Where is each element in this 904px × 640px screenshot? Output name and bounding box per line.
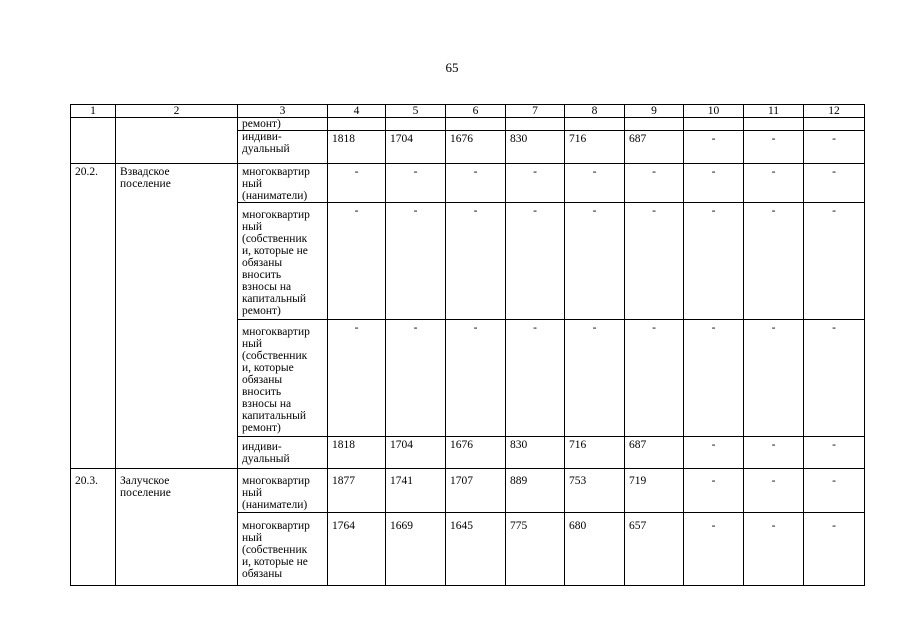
value-cell: 1645 (446, 513, 506, 586)
value-cell: 1818 (328, 437, 386, 469)
value-cell: - (804, 131, 865, 164)
value-cell: 753 (565, 469, 625, 513)
settlement-cell: Взвадское поселение (116, 164, 238, 469)
value-cell: - (565, 203, 625, 320)
value-cell: 1676 (446, 131, 506, 164)
value-cell: - (506, 164, 565, 203)
value-cell: - (684, 203, 744, 320)
header-cell: 1 (71, 105, 116, 118)
value-cell: - (744, 320, 804, 437)
table-row (71, 118, 865, 131)
value-cell: - (744, 131, 804, 164)
value-cell: - (804, 164, 865, 203)
value-cell: - (386, 164, 446, 203)
header-cell: 3 (238, 105, 328, 118)
value-cell: - (386, 320, 446, 437)
value-cell: - (625, 320, 684, 437)
value-cell: 680 (565, 513, 625, 586)
value-cell: 1676 (446, 437, 506, 469)
housing-type-cell: индиви- дуальный (238, 437, 328, 469)
value-cell: - (328, 320, 386, 437)
housing-type-cell: многоквартир ный (наниматели) (238, 469, 328, 513)
header-cell: 11 (744, 105, 804, 118)
value-cell: - (565, 164, 625, 203)
value-cell: - (565, 320, 625, 437)
code-cell (71, 118, 116, 164)
value-cell: - (684, 469, 744, 513)
code-cell: 20.3. (71, 469, 116, 586)
page-number: 65 (445, 60, 459, 75)
header-cell: 8 (565, 105, 625, 118)
header-row (71, 105, 865, 118)
value-cell: - (744, 513, 804, 586)
value-cell: - (386, 203, 446, 320)
value-cell: 657 (625, 513, 684, 586)
header-cell: 10 (684, 105, 744, 118)
value-cell: 1877 (328, 469, 386, 513)
value-cell: - (506, 320, 565, 437)
value-cell: - (446, 164, 506, 203)
value-cell: 775 (506, 513, 565, 586)
value-cell: - (506, 203, 565, 320)
tariff-table (70, 104, 865, 586)
value-cell: 1764 (328, 513, 386, 586)
value-cell: - (744, 469, 804, 513)
value-cell: - (684, 320, 744, 437)
housing-type-cell: многоквартир ный (наниматели) (238, 164, 328, 203)
code-cell: 20.2. (71, 164, 116, 469)
housing-type-cell: многоквартир ный (собственник и, которые не обязаны (238, 513, 328, 586)
value-cell: - (744, 437, 804, 469)
settlement-cell (116, 118, 238, 164)
value-cell: 719 (625, 469, 684, 513)
value-cell: - (625, 164, 684, 203)
value-cell: 1707 (446, 469, 506, 513)
value-cell: - (684, 513, 744, 586)
header-cell: 4 (328, 105, 386, 118)
header-cell: 2 (116, 105, 238, 118)
value-cell: - (804, 469, 865, 513)
header-cell: 7 (506, 105, 565, 118)
value-cell: - (446, 203, 506, 320)
housing-type-cell: индиви- дуальный (238, 131, 328, 164)
value-cell: - (804, 203, 865, 320)
value-cell: 1669 (386, 513, 446, 586)
table-row (71, 469, 865, 513)
value-cell: 1704 (386, 437, 446, 469)
housing-type-cell: ремонт) (238, 118, 328, 131)
value-cell: - (328, 164, 386, 203)
header-cell: 9 (625, 105, 684, 118)
value-cell: - (804, 320, 865, 437)
value-cell: - (804, 437, 865, 469)
housing-type-cell: многоквартир ный (собственник и, которые не обязаны вносить взносы на капитальный ремонт) (238, 203, 328, 320)
housing-type-cell: многоквартир ный (собственник и, которые обязаны вносить взносы на капитальный ремонт) (238, 320, 328, 437)
header-cell: 6 (446, 105, 506, 118)
value-cell: 687 (625, 437, 684, 469)
value-cell: 889 (506, 469, 565, 513)
value-cell: - (684, 131, 744, 164)
value-cell: 830 (506, 437, 565, 469)
value-cell: - (744, 203, 804, 320)
value-cell: 716 (565, 437, 625, 469)
settlement-cell: Залучское поселение (116, 469, 238, 586)
value-cell: - (328, 203, 386, 320)
value-cell: 1741 (386, 469, 446, 513)
value-cell: - (684, 437, 744, 469)
value-cell: - (684, 164, 744, 203)
value-cell: 1704 (386, 131, 446, 164)
value-cell: - (744, 164, 804, 203)
value-cell: 716 (565, 131, 625, 164)
value-cell: 1818 (328, 131, 386, 164)
value-cell: - (804, 513, 865, 586)
value-cell: - (446, 320, 506, 437)
value-cell: 687 (625, 131, 684, 164)
value-cell: - (625, 203, 684, 320)
header-cell: 12 (804, 105, 865, 118)
value-cell: 830 (506, 131, 565, 164)
header-cell: 5 (386, 105, 446, 118)
table-row (71, 164, 865, 203)
